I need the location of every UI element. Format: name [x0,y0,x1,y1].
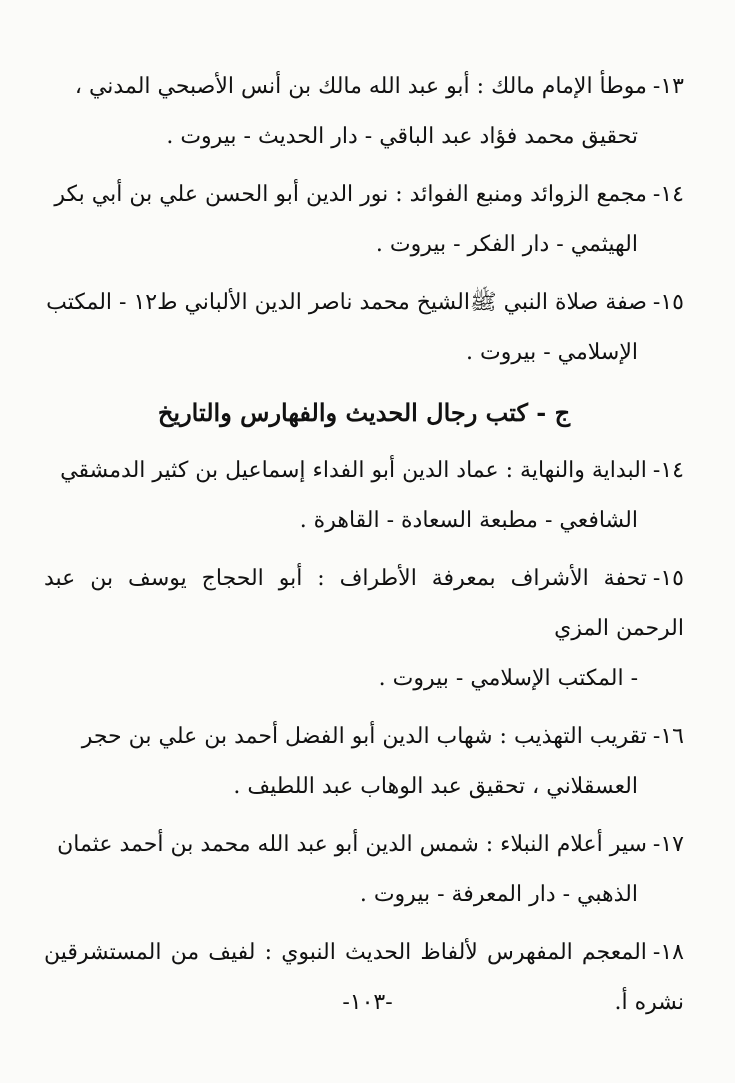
entry-number: ١٥- [652,566,684,591]
entry-text-line2: الذهبي - دار المعرفة - بيروت . [359,882,638,907]
entry-text-line1: مجمع الزوائد ومنبع الفوائد : نور الدين أبو الحسن علي بن أبي بكر [54,182,647,207]
reference-list [44,62,684,1036]
entry-text-line1: سير أعلام النبلاء : شمس الدين أبو عبد الله محمد بن أحمد عثمان [57,832,647,857]
reference-entry [44,446,684,546]
entry-number: ١٦- [652,724,684,749]
entry-text-line2: الهيثمي - دار الفكر - بيروت . [375,232,638,257]
entry-number: ١٨- [652,940,684,965]
page-number: -١٠٣- [342,990,393,1015]
section-heading: ج - كتب رجال الحديث والفهارس والتاريخ [157,398,571,427]
entry-text-line1: البداية والنهاية : عماد الدين أبو الفداء إسماعيل بن كثير الدمشقي [60,458,647,483]
entry-text-line1: تحفة الأشراف بمعرفة الأطراف : أبو الحجاج يوسف بن عبد الرحمن المزي [44,566,684,641]
entry-text-line1: المعجم المفهرس لألفاظ الحديث النبوي : لفيف من المستشرقين نشره أ. [44,940,684,1015]
reference-entry [44,278,684,378]
reference-entry [44,554,684,704]
entry-text-line1: تقريب التهذيب : شهاب الدين أبو الفضل أحمد بن علي بن حجر [81,724,647,749]
entry-number: ١٧- [652,832,684,857]
entry-number: ١٥- [652,290,684,315]
reference-entry [44,62,684,162]
entry-number: ١٤- [652,182,684,207]
entry-text-line2: - المكتب الإسلامي - بيروت . [378,666,638,691]
reference-entry [44,170,684,270]
entry-text-line2: تحقيق محمد فؤاد عبد الباقي - دار الحديث - بيروت . [166,124,638,149]
entry-text-line2: العسقلاني ، تحقيق عبد الوهاب عبد اللطيف . [233,774,638,799]
reference-entry [44,820,684,920]
entry-text-line1: صفة صلاة النبي ﷺالشيخ محمد ناصر الدين الألباني ط١٢ - المكتب [46,290,647,315]
reference-entry [44,712,684,812]
entry-text-line1: موطأ الإمام مالك : أبو عبد الله مالك بن أنس الأصبحي المدني ، [74,74,647,99]
entry-number: ١٤- [652,458,684,483]
entry-text-line2: الإسلامي - بيروت . [466,340,638,365]
entry-text-line2: الشافعي - مطبعة السعادة - القاهرة . [299,508,638,533]
entry-number: ١٣- [652,74,684,99]
